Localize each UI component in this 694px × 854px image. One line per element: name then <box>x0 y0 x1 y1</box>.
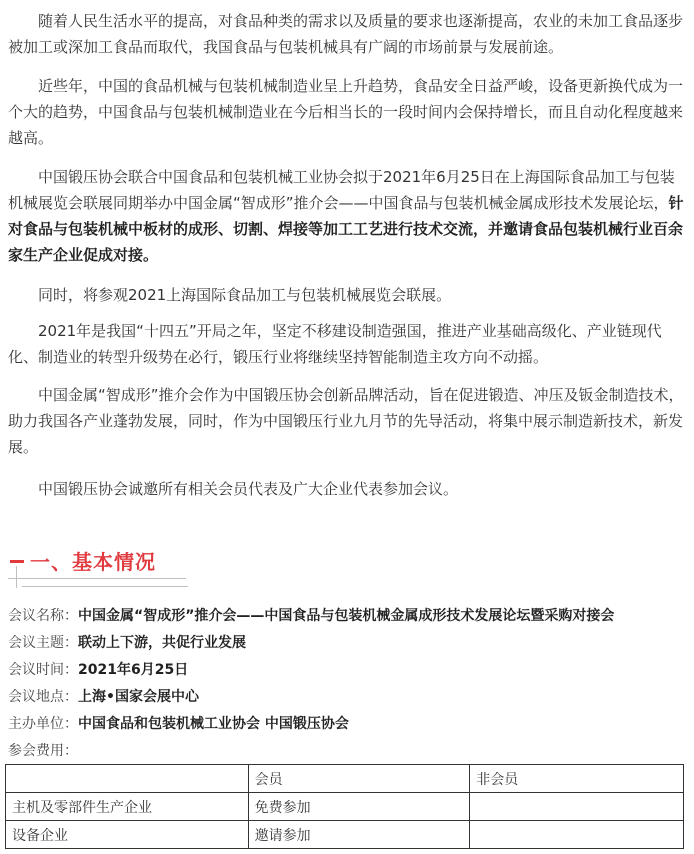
info-value: 上海•国家会展中心 <box>78 689 199 705</box>
info-label: 主办单位： <box>8 716 78 732</box>
section-underline-shadow <box>22 586 188 587</box>
table-row <box>6 821 684 849</box>
intro-paragraph-2: 近些年，中国的食品机械与包装机械制造业呈上升趋势，食品安全日益严峻，设备更新换代成为一个大的趋势，中国食品与包装机械制造业在今后相当长的一段时间内会保持增长，而且自动化程度越来越高。 <box>8 77 684 147</box>
info-value: 中国食品和包装机械工业协会 中国锻压协会 <box>78 716 349 732</box>
info-label: 会议主题： <box>8 635 78 651</box>
intro-paragraph-1: 随着人民生活水平的提高，对食品种类的需求以及质量的要求也逐渐提高，农业的未加工食品逐步被加工或深加工食品而取代，我国食品与包装机械具有广阔的市场前景与发展前途。 <box>8 12 684 56</box>
info-organizer <box>8 714 349 734</box>
fee-header-cell <box>6 765 249 793</box>
intro-paragraph-3 <box>8 164 684 268</box>
fee-table <box>5 764 684 849</box>
section-title-dash <box>10 560 24 563</box>
info-fee <box>8 741 78 761</box>
fee-table-header-row <box>6 765 684 793</box>
fee-cell: 主机及零部件生产企业 <box>6 793 249 821</box>
fee-header-cell: 非会员 <box>470 765 684 793</box>
info-value: 2021年6月25日 <box>78 662 189 678</box>
info-label: 会议名称： <box>8 608 78 624</box>
section-underline <box>8 578 186 579</box>
info-meeting-time <box>8 660 188 680</box>
info-meeting-theme <box>8 633 246 653</box>
fee-cell <box>470 821 684 849</box>
fee-cell: 免费参加 <box>248 793 470 821</box>
fee-cell: 设备企业 <box>6 821 249 849</box>
intro-paragraph-7: 中国锻压协会诚邀所有相关会员代表及广大企业代表参加会议。 <box>38 480 459 498</box>
intro-paragraph-3-text: 中国锻压协会联合中国食品和包装机械工业协会拟于2021年6月25日在上海国际食品加工与包装机械展览会联展同期举办中国金属“智成形”推介会——中国食品与包装机械金属成形技术发展论坛， <box>8 168 675 212</box>
fee-cell: 邀请参加 <box>248 821 470 849</box>
info-meeting-name <box>8 606 614 626</box>
fee-cell <box>470 793 684 821</box>
info-value: 联动上下游，共促行业发展 <box>78 635 246 651</box>
info-value: 中国金属“智成形”推介会——中国食品与包装机械金属成形技术发展论坛暨采购对接会 <box>78 608 615 624</box>
info-meeting-location <box>8 687 199 707</box>
intro-paragraph-6: 中国金属“智成形”推介会作为中国锻压协会创新品牌活动，旨在促进锻造、冲压及钣金制造技术，助力我国各产业蓬勃发展，同时，作为中国锻压行业九月节的先导活动，将集中展示制造新技术，新发展。 <box>8 386 684 456</box>
intro-paragraph-5: 2021年是我国“十四五”开局之年，坚定不移建设制造强国，推进产业基础高级化、产业链现代化、制造业的转型升级势在必行，锻压行业将继续坚持智能制造主攻方向不动摇。 <box>8 322 662 366</box>
intro-paragraph-4: 同时，将参观2021上海国际食品加工与包装机械展览会联展。 <box>38 286 452 304</box>
section-underline-tick <box>16 566 17 588</box>
info-label: 参会费用： <box>8 743 78 759</box>
info-label: 会议地点： <box>8 689 78 705</box>
fee-header-cell: 会员 <box>248 765 470 793</box>
intro-paragraph-3-highlight: 针对食品与包装机械中板材的成形、切割、焊接等加工工艺进行技术交流，并邀请食品包装机械行业百余家生产企业促成对接。 <box>8 194 684 264</box>
table-row <box>6 793 684 821</box>
section-title: 一、基本情况 <box>30 550 156 574</box>
info-label: 会议时间： <box>8 662 78 678</box>
